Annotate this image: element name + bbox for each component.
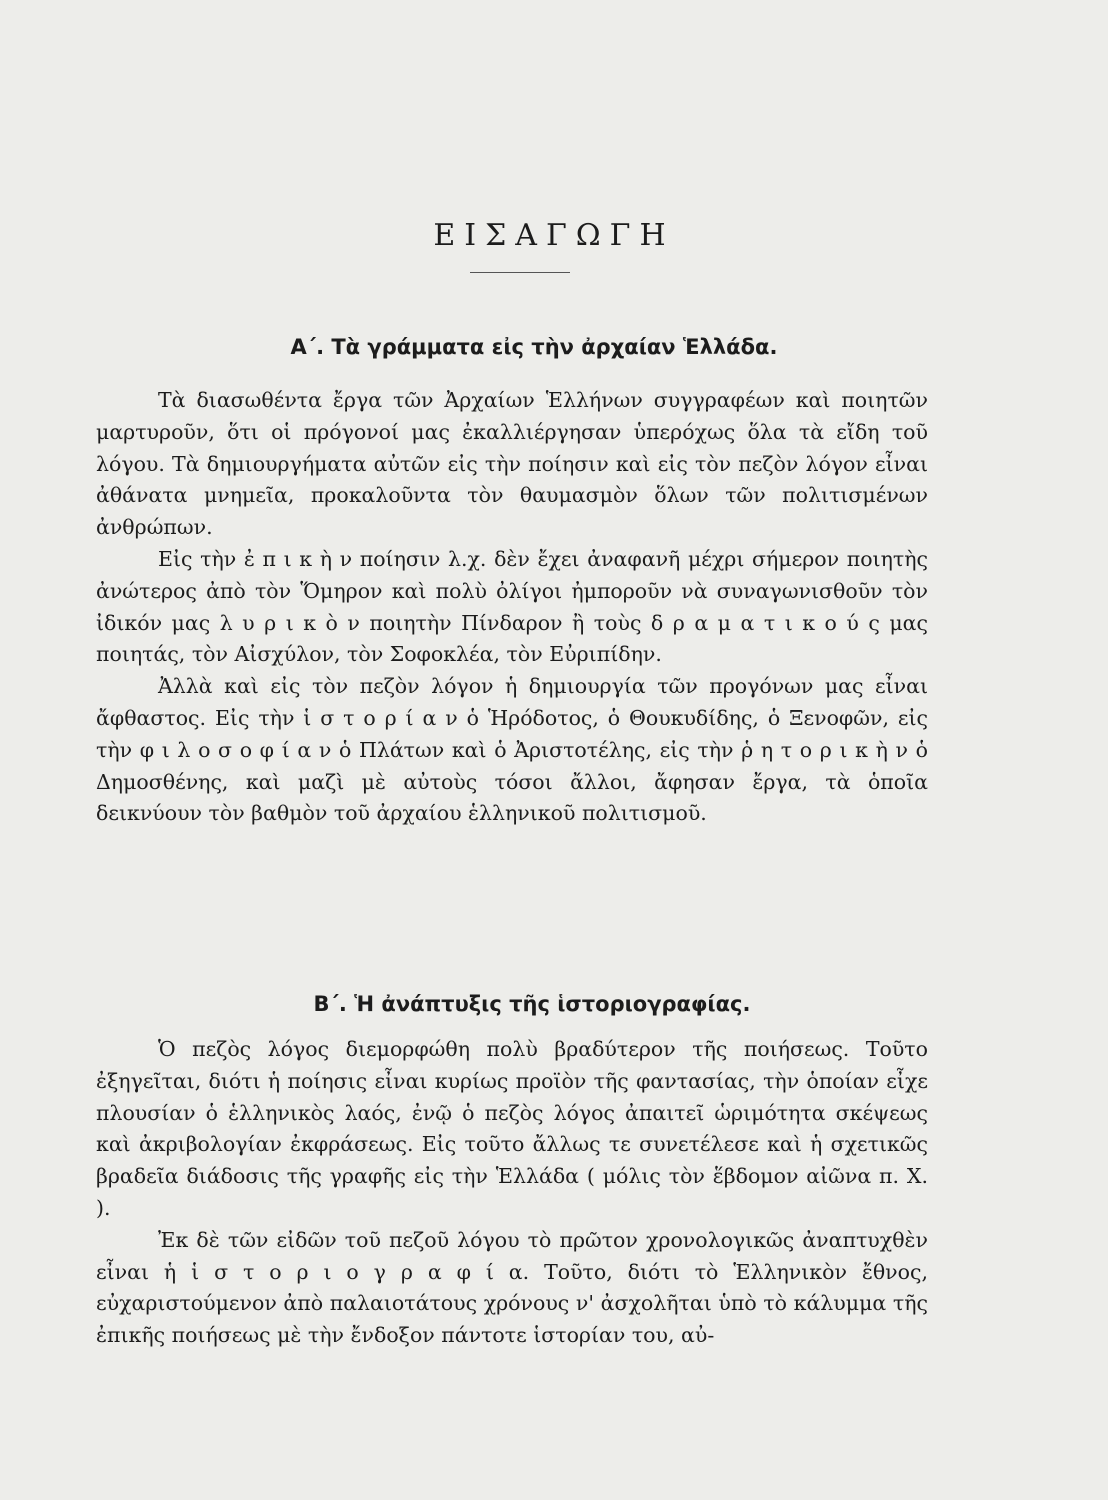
section-heading-a: Α΄. Τὰ γράμματα εἰς τὴν ἀρχαίαν Ἑλλάδα. xyxy=(290,335,778,359)
section-heading-b: Β΄. Ἡ ἀνάπτυξις τῆς ἱστοριογραφίας. xyxy=(313,992,751,1016)
paragraph: Τὰ διασωθέντα ἔργα τῶν Ἀρχαίων Ἑλλήνων συγγραφέων καὶ ποιητῶν μαρτυροῦν, ὅτι οἱ πρόγονοί μας ἐκαλλιέργησαν ὑπερόχως ὅλα τὰ εἴδη τοῦ λόγου. Τὰ δημιουργήματα αὐτῶν εἰς τὴν ποίησιν καὶ εἰς τὸν πεζὸν λόγον εἶναι ἀθάνατα μνημεῖα, προκαλοῦντα τὸν θαυμασμὸν ὅλων τῶν πολιτισμένων ἀνθρώπων. xyxy=(96,388,928,540)
section-b-body xyxy=(96,1034,928,1352)
page-title: ΕΙΣΑΓΩΓΗ xyxy=(433,218,675,253)
paragraph: Ἐκ δὲ τῶν εἰδῶν τοῦ πεζοῦ λόγου τὸ πρῶτον χρονολογικῶς ἀναπτυχθὲν εἶναι ἡ ἱ σ τ ο ρ ι ο γ ρ α φ ί α. Τοῦτο, διότι τὸ Ἑλληνικὸν ἔθνος, εὐχαριστούμενον ἀπὸ παλαιοτάτους χρόνους ν' ἀσχολῆται ὑπὸ τὸ κάλυμμα τῆς ἐπικῆς ποιήσεως μὲ τὴν ἔνδοξον πάντοτε ἱστορίαν του, αὐ- xyxy=(96,1227,928,1348)
paragraph: Ἀλλὰ καὶ εἰς τὸν πεζὸν λόγον ἡ δημιουργία τῶν προγόνων μας εἶναι ἄφθαστος. Εἰς τὴν ἱ σ τ ο ρ ί α ν ὁ Ἡρόδοτος, ὁ Θουκυδίδης, ὁ Ξενοφῶν, εἰς τὴν φ ι λ ο σ ο φ ί α ν ὁ Πλάτων καὶ ὁ Ἀριστοτέλης, εἰς τὴν ῥ η τ ο ρ ι κ ὴ ν ὁ Δημοσθένης, καὶ μαζὶ μὲ αὐτοὺς τόσοι ἄλλοι, ἄφησαν ἔργα, τὰ ὁποῖα δεικνύουν τὸν βαθμὸν τοῦ ἀρχαίου ἑλληνικοῦ πολιτισμοῦ. xyxy=(96,674,928,826)
section-a-body xyxy=(96,385,928,830)
paragraph: Εἰς τὴν ἐ π ι κ ὴ ν ποίησιν λ.χ. δὲν ἔχει ἀναφανῆ μέχρι σήμερον ποιητὴς ἀνώτερος ἀπὸ τὸν Ὅμηρον καὶ πολὺ ὀλίγοι ἠμποροῦν νὰ συναγωνισθοῦν τὸν ἰδικόν μας λ υ ρ ι κ ὸ ν ποιητὴν Πίνδαρον ἢ τοὺς δ ρ α μ α τ ι κ ο ύ ς μας ποιητάς, τὸν Αἰσχύλον, τὸν Σοφοκλέα, τὸν Εὐριπίδην. xyxy=(96,546,928,667)
paragraph: Ὁ πεζὸς λόγος διεμορφώθη πολὺ βραδύτερον τῆς ποιήσεως. Τοῦτο ἐξηγεῖται, διότι ἡ ποίησις εἶναι κυρίως προϊὸν τῆς φαντασίας, τὴν ὁποίαν εἶχε πλουσίαν ὁ ἑλληνικὸς λαός, ἐνῷ ὁ πεζὸς λόγος ἀπαιτεῖ ὡριμότητα σκέψεως καὶ ἀκριβολογίαν ἐκφράσεως. Εἰς τοῦτο ἄλλως τε συνετέλεσε καὶ ἡ σχετικῶς βραδεῖα διάδοσις τῆς γραφῆς εἰς τὴν Ἑλλάδα ( μόλις τὸν ἕβδομον αἰῶνα π. Χ. ). xyxy=(96,1037,928,1220)
title-underline xyxy=(470,272,570,273)
